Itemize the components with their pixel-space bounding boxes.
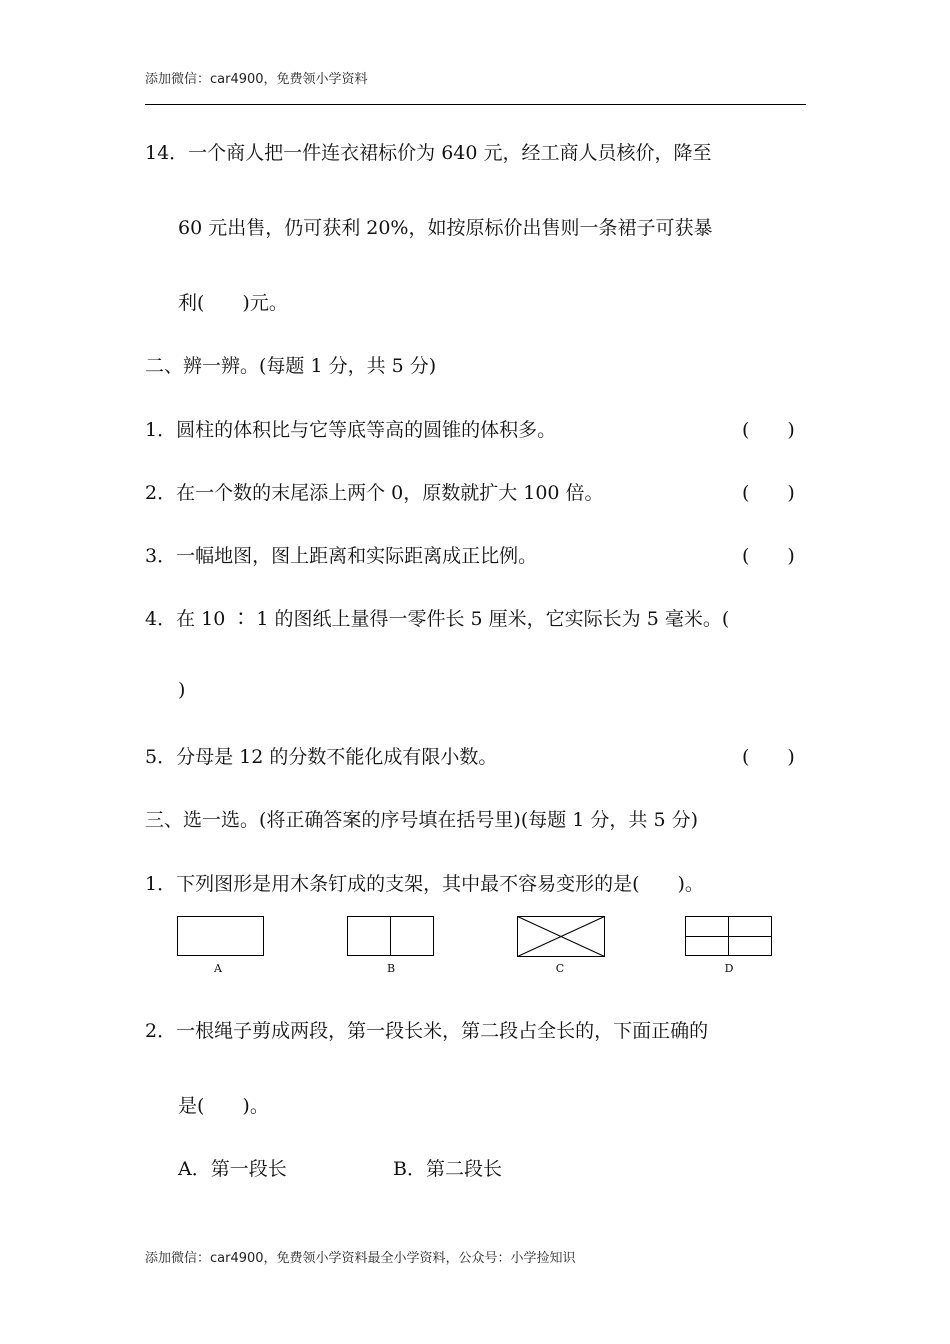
choice-q2-line2: 是( )。 (178, 1095, 269, 1117)
section2-title: 二、辨一辨。(每题 1 分，共 5 分) (145, 355, 437, 377)
judge-item-3: 3．一幅地图，图上距离和实际距离成正比例。 (145, 545, 538, 567)
judge-answer-paren-5[interactable]: ( ) (742, 746, 795, 768)
judge-item-5: 5．分母是 12 的分数不能化成有限小数。 (145, 746, 498, 768)
figure-a-rectangle (177, 916, 264, 956)
figure-a-label: A (214, 962, 222, 975)
choice-q2-line1: 2．一根绳子剪成两段，第一段长米，第二段占全长的，下面正确的 (145, 1020, 709, 1042)
page-header: 添加微信：car4900，免费领小学资料 (145, 72, 368, 87)
figure-b-divider (390, 917, 391, 955)
judge-item-2: 2．在一个数的末尾添上两个 0，原数就扩大 100 倍。 (145, 482, 604, 504)
figure-b-rectangle (347, 916, 434, 956)
section3-title: 三、选一选。(将正确答案的序号填在括号里)(每题 1 分，共 5 分) (145, 809, 698, 831)
choice-q2-option-a: A．第一段长 (178, 1158, 287, 1180)
judge-answer-paren-3[interactable]: ( ) (742, 545, 795, 567)
figure-d-horizontal (686, 936, 771, 937)
q14-line1: 14．一个商人把一件连衣裙标价为 640 元，经工商人员核价，降至 (145, 142, 712, 164)
page-footer: 添加微信：car4900，免费领小学资料最全小学资料，公众号：小学捡知识 (145, 1251, 576, 1266)
figure-c-label: C (555, 962, 565, 975)
figure-c-rectangle (517, 916, 605, 957)
judge-item-4: 4．在 10 ∶ 1 的图纸上量得一零件长 5 厘米，它实际长为 5 毫米。( (145, 608, 730, 630)
judge-item-1: 1．圆柱的体积比与它等底等高的圆锥的体积多。 (145, 419, 557, 441)
figure-d-rectangle (685, 916, 772, 956)
q14-line3: 利( )元。 (178, 292, 288, 314)
choice-q1-text: 1．下列图形是用木条钉成的支架，其中最不容易变形的是( )。 (145, 873, 704, 895)
figure-d-label: D (724, 962, 734, 975)
judge-answer-paren-1[interactable]: ( ) (742, 419, 795, 441)
choice-q2-option-b: B．第二段长 (393, 1158, 502, 1180)
judge-answer-paren-2[interactable]: ( ) (742, 482, 795, 504)
figure-b-label: B (386, 962, 396, 975)
header-rule (145, 104, 806, 105)
judge-item-4-cont: ) (178, 679, 186, 701)
q14-line2: 60 元出售，仍可获利 20%，如按原标价出售则一条裙子可获暴 (178, 217, 713, 239)
